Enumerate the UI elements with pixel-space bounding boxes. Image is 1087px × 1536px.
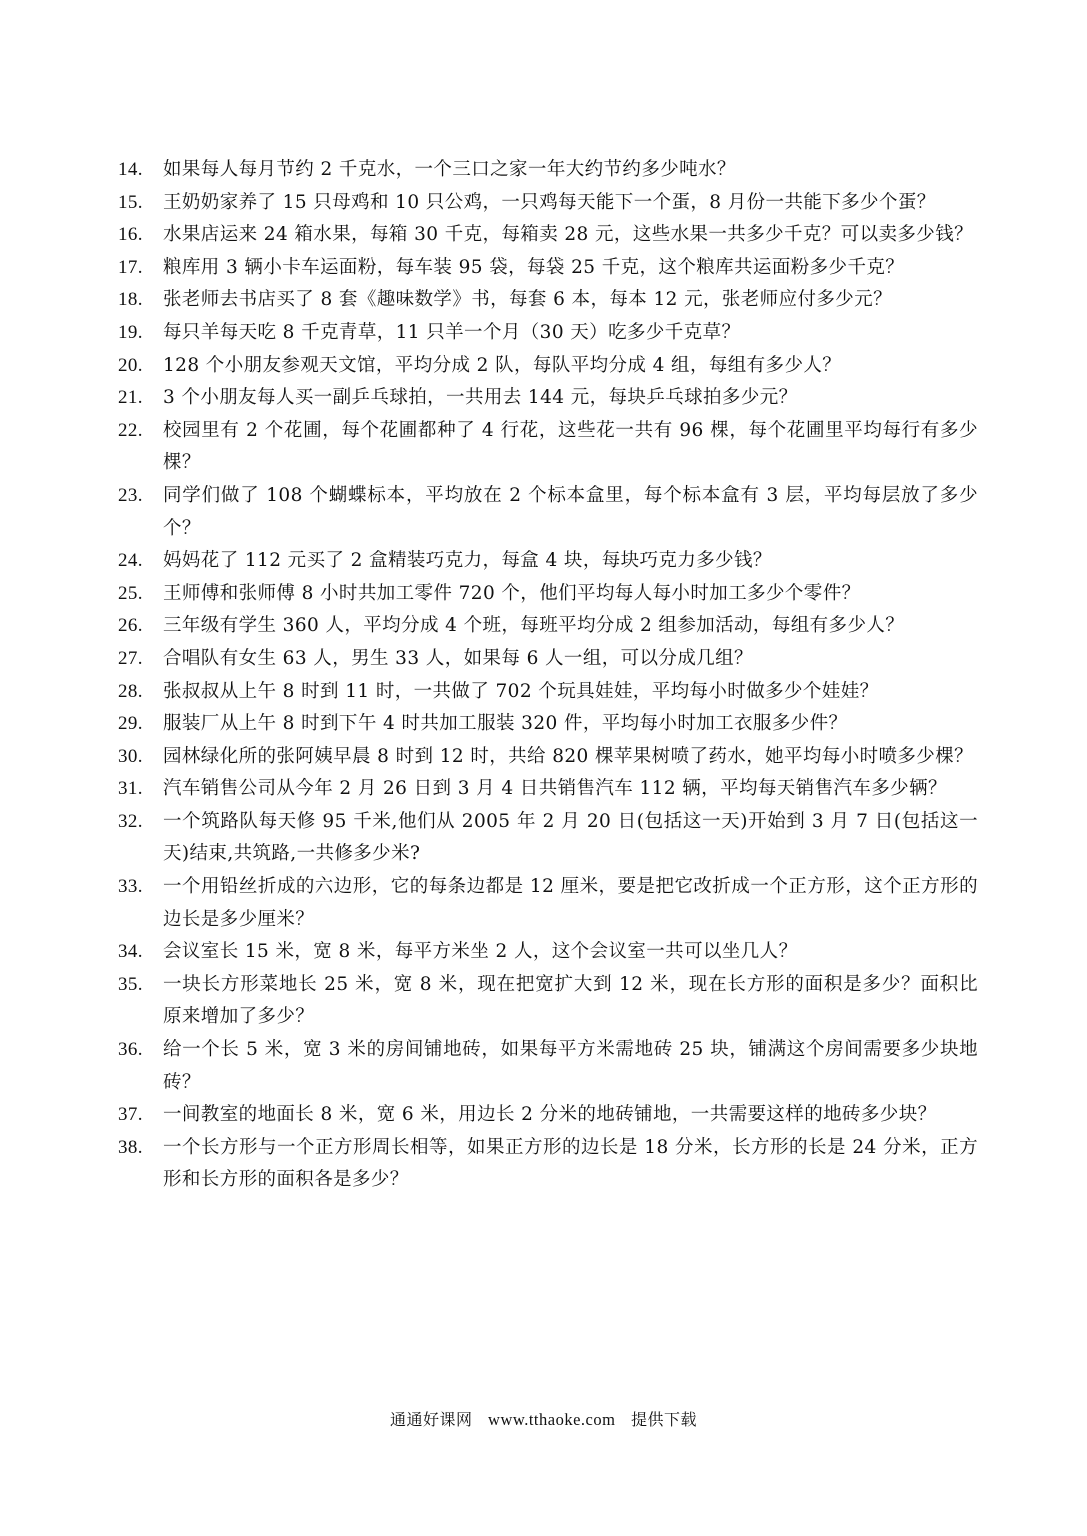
problem-text: 粮库用 3 辆小卡车运面粉，每车装 95 袋，每袋 25 千克，这个粮库共运面粉多少千克？ (163, 256, 905, 278)
problem-item (118, 806, 978, 871)
problem-number: 21. (118, 387, 143, 409)
problem-number: 19. (118, 321, 143, 343)
problem-item (118, 969, 978, 1034)
problem-list (118, 154, 978, 1197)
problem-text: 3 个小朋友每人买一副乒乓球拍，一共用去 144 元，每块乒乓球拍多少元？ (163, 387, 798, 409)
problem-number: 25. (118, 582, 143, 604)
problem-text: 王师傅和张师傅 8 小时共加工零件 720 个，他们平均每人每小时加工多少个零件？ (163, 582, 861, 604)
problem-text: 每只羊每天吃 8 千克青草，11 只羊一个月（30 天）吃多少千克草？ (163, 321, 741, 343)
problem-text: 张叔叔从上午 8 时到 11 时，一共做了 702 个玩具娃娃，平均每小时做多少个娃娃？ (163, 680, 879, 702)
problem-item (118, 187, 978, 220)
problem-number: 31. (118, 778, 143, 800)
problem-text: 一块长方形菜地长 25 米，宽 8 米，现在把宽扩大到 12 米，现在长方形的面积是多少？面积比原来增加了多少？ (163, 973, 978, 1028)
problem-number: 37. (118, 1104, 143, 1126)
problem-item (118, 773, 978, 806)
problem-number: 26. (118, 615, 143, 637)
problem-item (118, 1132, 978, 1197)
problem-text: 一个长方形与一个正方形周长相等，如果正方形的边长是 18 分米，长方形的长是 24 分米，正方形和长方形的面积各是多少？ (163, 1136, 978, 1191)
problem-item (118, 382, 978, 415)
problem-text: 会议室长 15 米，宽 8 米，每平方米坐 2 人，这个会议室一共可以坐几人？ (163, 941, 798, 963)
problem-text: 服装厂从上午 8 时到下午 4 时共加工服装 320 件，平均每小时加工衣服多少件？ (163, 713, 848, 735)
problem-number: 17. (118, 256, 143, 278)
problem-item (118, 936, 978, 969)
problem-number: 36. (118, 1039, 143, 1061)
problem-item (118, 317, 978, 350)
problem-text: 同学们做了 108 个蝴蝶标本，平均放在 2 个标本盒里，每个标本盒有 3 层，平均每层放了多少个？ (163, 484, 978, 539)
problem-text: 园林绿化所的张阿姨早晨 8 时到 12 时，共给 820 棵苹果树喷了药水，她平均每小时喷多少棵？ (163, 745, 974, 767)
problem-item (118, 545, 978, 578)
problem-text: 一间教室的地面长 8 米，宽 6 米，用边长 2 分米的地砖铺地，一共需要这样的地砖多少块？ (163, 1104, 937, 1126)
problem-item (118, 480, 978, 545)
problem-number: 29. (118, 713, 143, 735)
problem-item (118, 741, 978, 774)
problem-number: 20. (118, 354, 143, 376)
problem-text: 校园里有 2 个花圃，每个花圃都种了 4 行花，这些花一共有 96 棵，每个花圃里平均每行有多少棵？ (163, 419, 978, 474)
problem-item (118, 708, 978, 741)
problem-number: 14. (118, 159, 143, 180)
problem-text: 水果店运来 24 箱水果，每箱 30 千克，每箱卖 28 元，这些水果一共多少千克？可以卖多少钱？ (163, 224, 974, 246)
problem-number: 22. (118, 419, 143, 441)
page-footer (0, 1407, 1087, 1430)
problem-item (118, 284, 978, 317)
footer-note: 提供下载 (631, 1410, 698, 1429)
problem-text: 一个用铅丝折成的六边形，它的每条边都是 12 厘米，要是把它改折成一个正方形，这个正方形的边长是多少厘米？ (163, 876, 978, 930)
problem-item (118, 350, 978, 383)
problem-text: 如果每人每月节约 2 千克水，一个三口之家一年大约节约多少吨水？ (163, 159, 736, 180)
problem-item (118, 415, 978, 480)
problem-number: 15. (118, 191, 143, 213)
footer-url: www.tthaoke.com (488, 1410, 616, 1429)
problem-item (118, 578, 978, 611)
problem-number: 32. (118, 810, 143, 832)
problem-item (118, 252, 978, 285)
problem-number: 18. (118, 289, 143, 311)
problem-text: 汽车销售公司从今年 2 月 26 日到 3 月 4 日共销售汽车 112 辆，平均每天销售汽车多少辆？ (163, 778, 947, 800)
problem-number: 30. (118, 745, 143, 767)
problem-text: 妈妈花了 112 元买了 2 盒精装巧克力，每盒 4 块，每块巧克力多少钱？ (163, 550, 772, 572)
problem-number: 28. (118, 680, 143, 702)
problem-number: 16. (118, 224, 143, 246)
problem-item (118, 610, 978, 643)
problem-number: 23. (118, 484, 143, 506)
problem-text: 张老师去书店买了 8 套《趣味数学》书，每套 6 本，每本 12 元，张老师应付多少元？ (163, 289, 892, 311)
problem-item (118, 643, 978, 676)
problem-item (118, 676, 978, 709)
problem-item (118, 219, 978, 252)
problem-text: 给一个长 5 米，宽 3 米的房间铺地砖，如果每平方米需地砖 25 块，铺满这个房间需要多少块地砖？ (163, 1039, 978, 1093)
problem-text: 合唱队有女生 63 人，男生 33 人，如果每 6 人一组，可以分成几组？ (163, 647, 753, 669)
problem-number: 34. (118, 941, 143, 963)
problem-item (118, 1099, 978, 1132)
problem-text: 128 个小朋友参观天文馆，平均分成 2 队，每队平均分成 4 组，每组有多少人？ (163, 354, 842, 376)
problem-item (118, 154, 978, 187)
problem-number: 35. (118, 973, 143, 995)
problem-item (118, 871, 978, 936)
problem-text: 王奶奶家养了 15 只母鸡和 10 只公鸡，一只鸡每天能下一个蛋，8 月份一共能下多少个蛋？ (163, 191, 936, 213)
problem-text: 三年级有学生 360 人，平均分成 4 个班，每班平均分成 2 组参加活动，每组有多少人？ (163, 615, 905, 637)
problem-number: 33. (118, 876, 143, 898)
problem-number: 24. (118, 550, 143, 572)
problem-number: 27. (118, 647, 143, 669)
problem-text: 一个筑路队每天修 95 千米,他们从 2005 年 2 月 20 日(包括这一天)开始到 3 月 7 日(包括这一天)结束,共筑路,一共修多少米? (163, 810, 978, 865)
problem-number: 38. (118, 1136, 143, 1158)
footer-site-name: 通通好课网 (389, 1410, 473, 1429)
problem-item (118, 1034, 978, 1099)
